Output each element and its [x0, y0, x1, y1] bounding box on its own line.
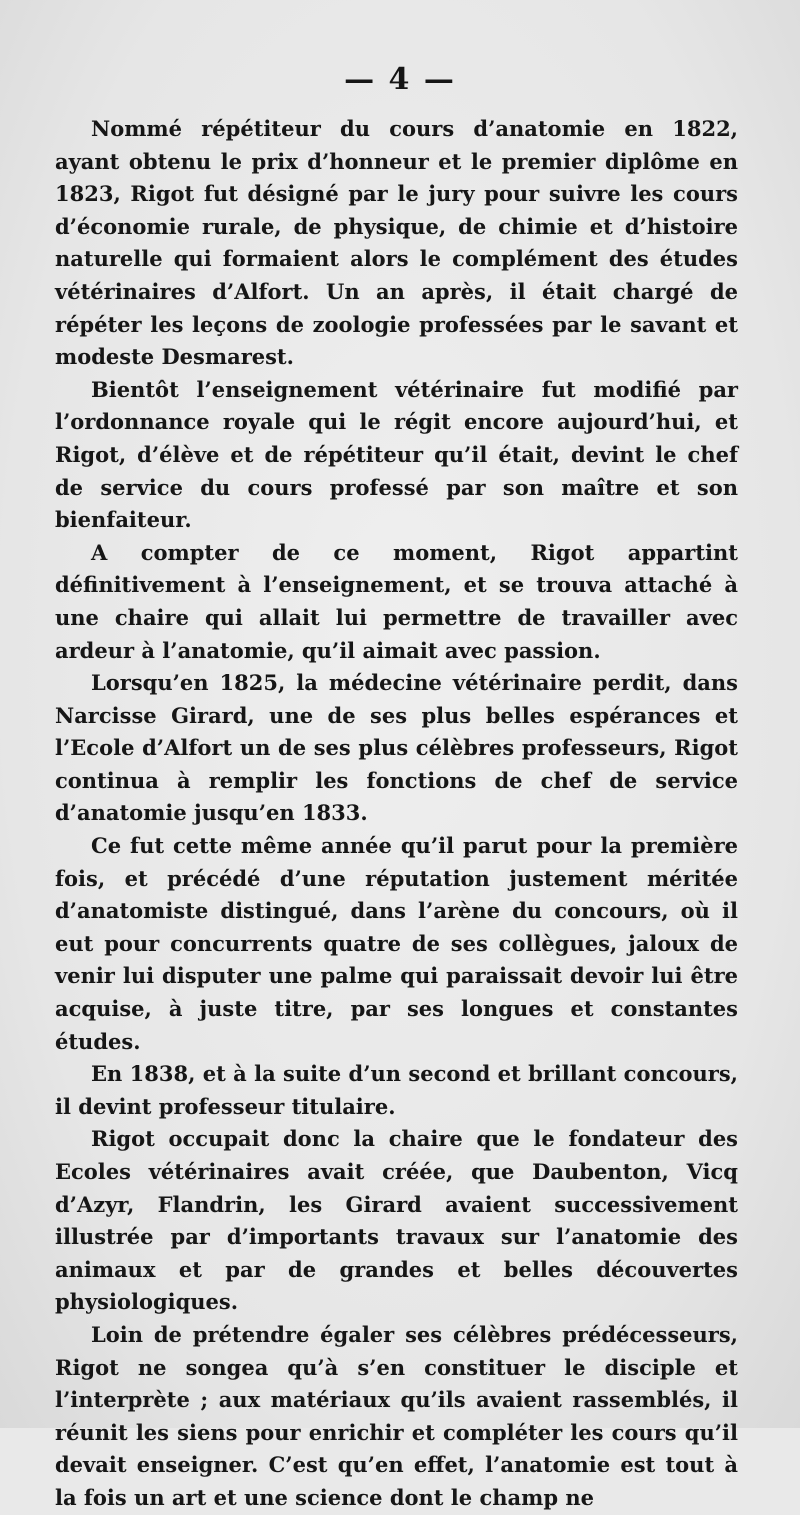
- paragraph: Nommé répétiteur du cours d’anatomie en 1822, ayant obtenu le prix d’honneur et le premier diplôme en 1823, Rigot fut désigné par le jury pour suivre les cours d’économie rurale, de physique, de chimie et d’histoire naturelle qui formaient alors le complément des études vétérinaires d’Alfort. Un an après, il était chargé de répéter les leçons de zoologie professées par le savant et modeste Desmarest.: [55, 116, 738, 370]
- paragraph: Lorsqu’en 1825, la médecine vétérinaire perdit, dans Narcisse Girard, une de ses plus belles espérances et l’Ecole d’Alfort un de ses plus célèbres professeurs, Rigot continua à remplir les fonctions de chef de service d’anatomie jusqu’en 1833.: [55, 670, 738, 826]
- paragraph: Loin de prétendre égaler ses célèbres prédécesseurs, Rigot ne songea qu’à s’en constituer le disciple et l’interprète ; aux matériaux qu’ils avaient rassemblés, il réunit les siens pour enrichir et compléter les cours qu’il devait enseigner. C’est qu’en effet, l’anatomie est tout à la fois un art et une science dont le champ ne: [55, 1321, 738, 1510]
- page-number: — 4 —: [344, 62, 456, 97]
- body-text: [55, 113, 738, 1515]
- paragraph: En 1838, et à la suite d’un second et brillant concours, il devint professeur titulaire.: [55, 1061, 738, 1119]
- paragraph: Ce fut cette même année qu’il parut pour la première fois, et précédé d’une réputation justement méritée d’anatomiste distingué, dans l’arène du concours, où il eut pour concurrents quatre de ses collègues, jaloux de venir lui disputer une palme qui paraissait devoir lui être acquise, à juste titre, par ses longues et constantes études.: [55, 833, 738, 1054]
- paragraph: Bientôt l’enseignement vétérinaire fut modifié par l’ordonnance royale qui le régit encore aujourd’hui, et Rigot, d’élève et de répétiteur qu’il était, devint le chef de service du cours professé par son maître et son bienfaiteur.: [55, 376, 738, 533]
- paragraph: Rigot occupait donc la chaire que le fondateur des Ecoles vétérinaires avait créée, que Daubenton, Vicq d’Azyr, Flandrin, les Girard avaient successivement illustrée par d’importants travaux sur l’anatomie des animaux et par de grandes et belles découvertes physiologiques.: [55, 1126, 738, 1315]
- paragraph: A compter de ce moment, Rigot appartint définitivement à l’enseignement, et se trouva attaché à une chaire qui allait lui permettre de travailler avec ardeur à l’anatomie, qu’il aimait avec passion.: [55, 539, 738, 663]
